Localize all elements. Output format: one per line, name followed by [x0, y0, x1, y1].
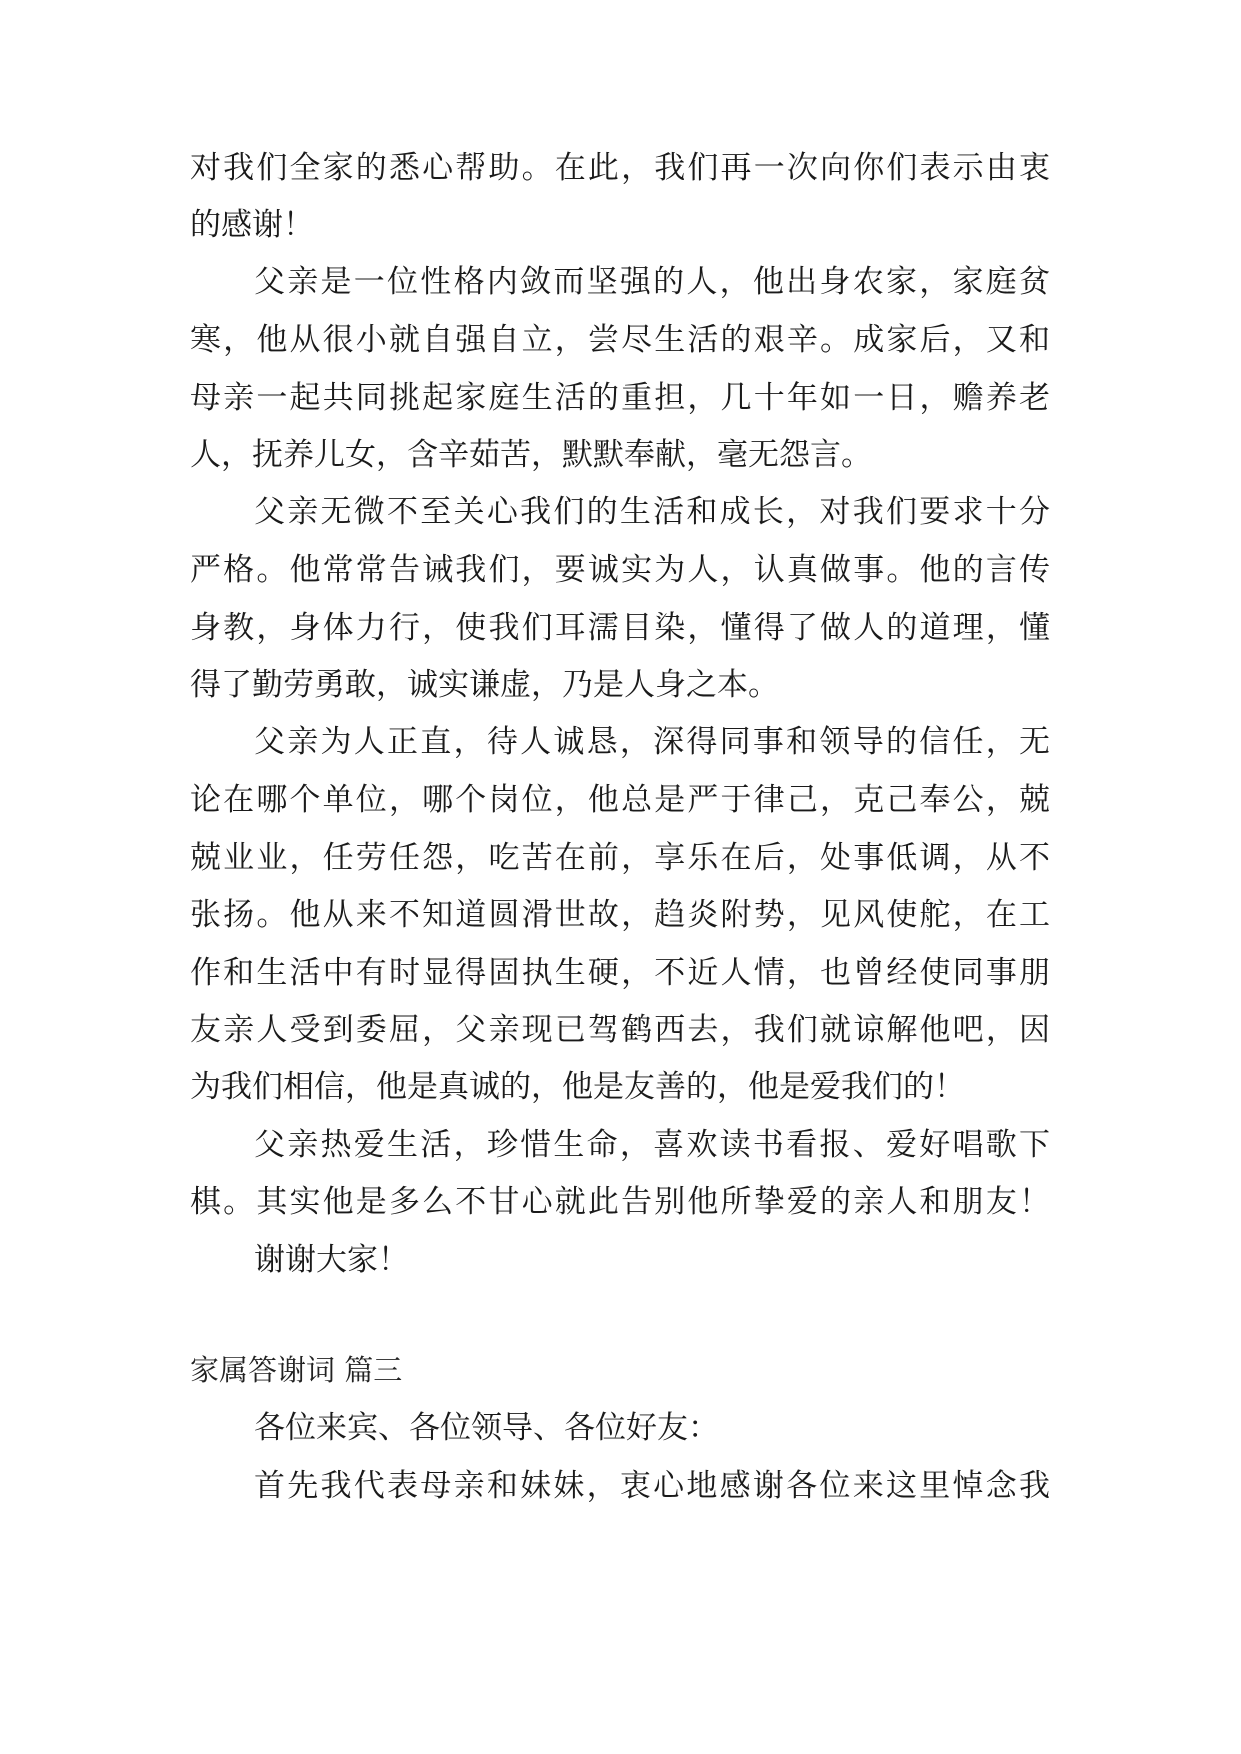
text-line: 张扬。他从来不知道圆滑世故，趋炎附势，见风使舵，在工: [190, 897, 1050, 933]
text-line: 友亲人受到委屈，父亲现已驾鹤西去，我们就谅解他吧，因: [190, 1012, 1050, 1048]
text-line: 父亲为人正直，待人诚恳，深得同事和领导的信任，无: [254, 724, 1050, 760]
text-line: 对我们全家的悉心帮助。在此，我们再一次向你们表示由衷: [190, 150, 1050, 186]
text-line: 身教，身体力行，使我们耳濡目染，懂得了做人的道理，懂: [190, 610, 1050, 646]
text-line: 父亲热爱生活，珍惜生命，喜欢读书看报、爱好唱歌下: [254, 1127, 1050, 1163]
text-line: 寒，他从很小就自强自立，尝尽生活的艰辛。成家后，又和: [190, 322, 1050, 358]
text-line: 谢谢大家！: [254, 1242, 409, 1278]
text-line: 各位来宾、各位领导、各位好友：: [254, 1410, 719, 1446]
text-line: 人，抚养儿女，含辛茹苦，默默奉献，毫无怨言。: [190, 437, 872, 473]
text-line: 论在哪个单位，哪个岗位，他总是严于律己，克己奉公，兢: [190, 782, 1050, 818]
text-line: 严格。他常常告诫我们，要诚实为人，认真做事。他的言传: [190, 552, 1050, 588]
text-line: 棋。其实他是多么不甘心就此告别他所挚爱的亲人和朋友！: [190, 1184, 1050, 1220]
text-line: 得了勤劳勇敢，诚实谦虚，乃是人身之本。: [190, 667, 779, 703]
text-line: 作和生活中有时显得固执生硬，不近人情，也曾经使同事朋: [190, 955, 1050, 991]
text-line: 为我们相信，他是真诚的，他是友善的，他是爱我们的！: [190, 1069, 965, 1105]
section-heading: 家属答谢词 篇三: [190, 1353, 403, 1387]
text-line: 兢业业，任劳任怨，吃苦在前，享乐在后，处事低调，从不: [190, 840, 1050, 876]
text-line: 父亲无微不至关心我们的生活和成长，对我们要求十分: [254, 494, 1050, 530]
text-line: 母亲一起共同挑起家庭生活的重担，几十年如一日，赡养老: [190, 380, 1050, 416]
text-line: 首先我代表母亲和妹妹，衷心地感谢各位来这里悼念我: [254, 1468, 1050, 1504]
text-line: 父亲是一位性格内敛而坚强的人，他出身农家，家庭贫: [254, 264, 1050, 300]
text-line: 的感谢！: [190, 207, 314, 243]
